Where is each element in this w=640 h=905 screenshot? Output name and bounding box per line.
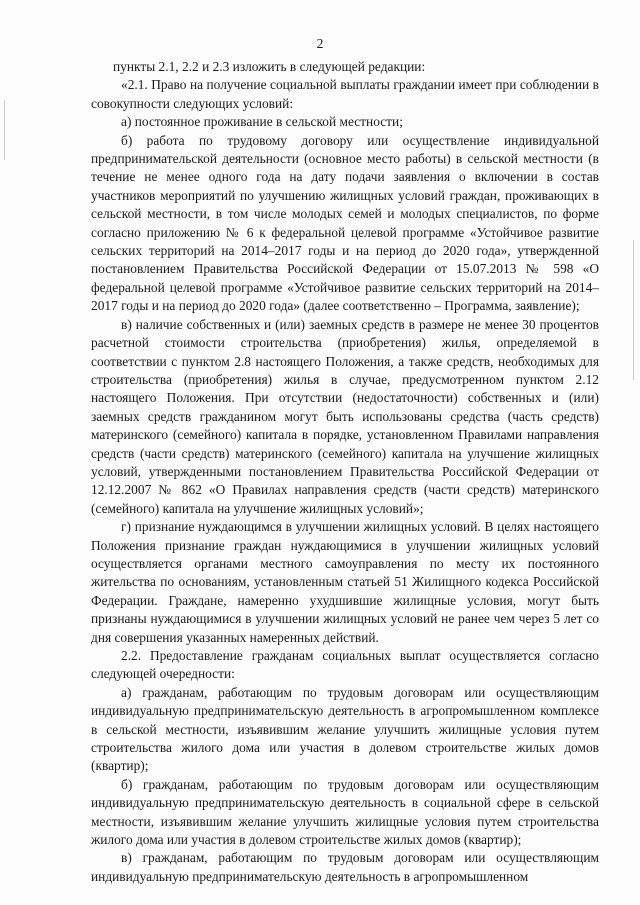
clause-2-2-v: в) гражданам, работающим по трудовым договорам или осуществляющим индивидуальную предпринимательскую деятельность в агропромышленном xyxy=(91,850,599,884)
clause-2-2: 2.2. Предоставление гражданам социальных выплат осуществляется согласно следующей очередности: xyxy=(91,648,599,682)
intro-paragraph: пункты 2.1, 2.2 и 2.3 изложить в следующей редакции: xyxy=(113,59,426,74)
clause-2-1-g: г) признание нуждающимся в улучшении жилищных условий. В целях настоящего Положения признание граждан нуждающимися в улучшении жилищных условий осуществляется органами местного самоуправления по месту их постоянного жительства по основаниям, установленным статьей 51 Жилищного кодекса Российской Федерации. Граждане, намеренно ухудшившие жилищные условия, могут быть признаны нуждающимися в улучшении жилищных условий не ранее чем через 5 лет со дня совершения указанных намеренных действий. xyxy=(91,519,599,645)
page-number: 2 xyxy=(316,36,324,51)
clause-2-1-b: б) работа по трудовому договору или осуществление индивидуальной предпринимательской деятельности (основное место работы) в сельской местности (в течение не менее одного года на дату подачи заявления о включении в состав участников мероприятий по улучшению жилищных условий граждан, проживающих в сельской местности, в том числе молодых семей и молодых специалистов, по форме согласно приложению № 6 к федеральной целевой программе «Устойчивое развитие сельских территорий на 2014–2017 годы и на период до 2020 года», утвержденной постановлением Правительства Российской Федерации от 15.07.2013 № 598 «О федеральной целевой программе «Устойчивое развитие сельских территорий на 2014–2017 годы и на период до 2020 года» (далее соответственно – Программа, заявление); xyxy=(91,132,599,314)
clause-2-1: «2.1. Право на получение социальной выплаты граждании имеет при соблюдении в совокупности следующих условий: xyxy=(91,77,599,111)
clause-2-1-v: в) наличие собственных и (или) заемных средств в размере не менее 30 процентов расчетной стоимости строительства (приобретения) жилья, определяемой в соответствии с пунктом 2.8 настоящего Положения, а также средств, необходимых для строительства (приобретения) жилья в случае, предусмотренном пунктом 2.12 настоящего Положения. При отсутствии (недостаточности) собственных и (или) заемных средств гражданином могут быть использованы средства (часть средств) материнского (семейного) капитала в порядке, установленном Правилами направления средств (части средств) материнского (семейного) капитала на улучшение жилищных условий, утвержденными постановлением Правительства Российской Федерации от 12.12.2007 № 862 «О Правилах направления средств (части средств) материнского (семейного) капитала на улучшение жилищных условий»; xyxy=(91,316,599,516)
scan-edge-mark xyxy=(633,240,634,380)
clause-2-2-a: а) гражданам, работающим по трудовым договорам или осуществляющим индивидуальную предпринимательскую деятельность в агропромышленном комплексе в сельской местности, изъявившим желание улучшить жилищные условия путем строительства жилого дома или участия в долевом строительстве жилых домов (квартир); xyxy=(91,684,599,774)
document-body xyxy=(91,58,599,886)
scan-edge-mark xyxy=(4,100,5,160)
clause-2-1-a: а) постоянное проживание в сельской местности; xyxy=(121,114,403,130)
clause-2-2-b: б) гражданам, работающим по трудовым договорам или осуществляющим индивидуальную предпринимательскую деятельность в социальной сфере в сельской местности, изъявившим желание улучшить жилищные условия путем строительства жилого дома или участия в долевом строительстве жилых домов (квартир); xyxy=(91,776,599,848)
